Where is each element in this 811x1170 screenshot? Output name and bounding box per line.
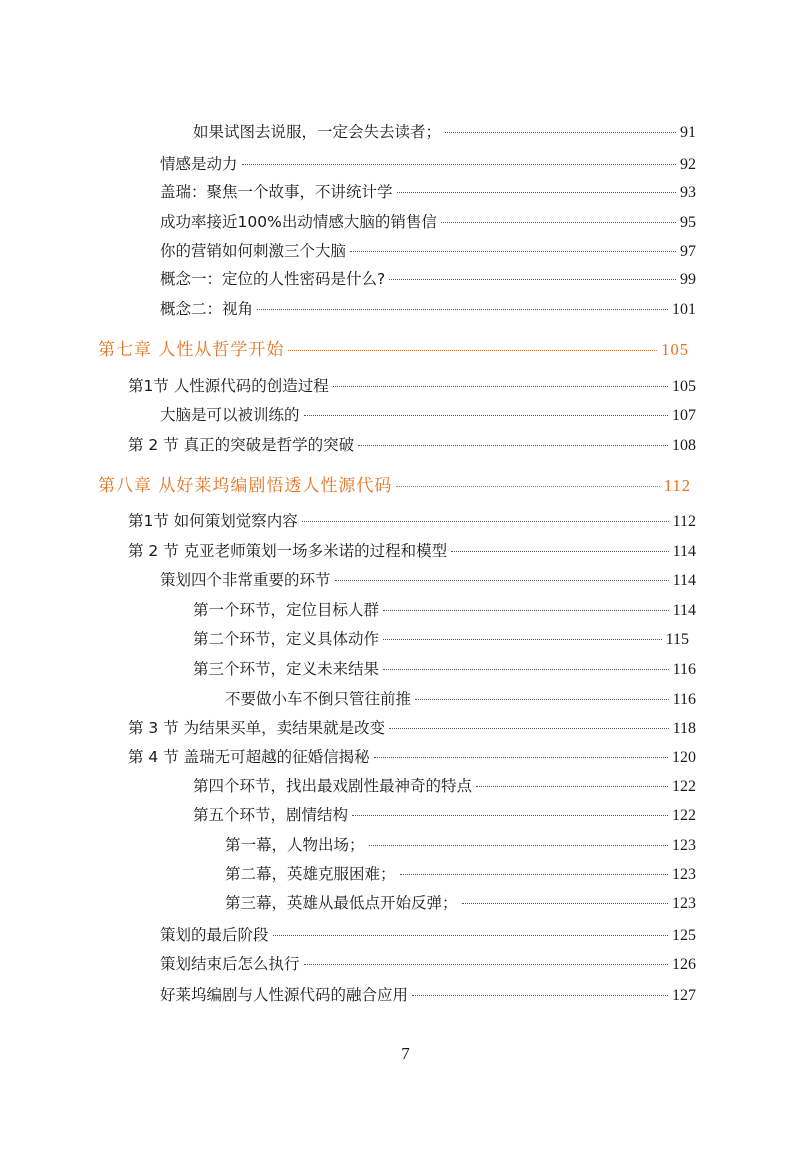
toc-entry-title: 策划四个非常重要的环节	[160, 571, 331, 589]
toc-entry-page: 105	[672, 378, 696, 395]
dot-leader	[383, 669, 669, 670]
toc-entry-title: 第七章 人性从哲学开始	[98, 340, 285, 360]
toc-entry-title: 第 4 节 盖瑞无可超越的征婚信揭秘	[128, 748, 370, 766]
toc-entry-page: 116	[672, 661, 696, 678]
toc-entry-title: 第四个环节，找出最戏剧性最神奇的特点	[193, 777, 473, 795]
toc-entry-title: 第一幕，人物出场；	[225, 836, 365, 854]
dot-leader	[352, 815, 668, 816]
toc-entry[interactable]	[160, 212, 696, 233]
toc-entry[interactable]	[225, 893, 696, 914]
toc-entry[interactable]	[193, 122, 696, 143]
toc-entry[interactable]	[160, 985, 696, 1006]
toc-entry-title: 第五个环节，剧情结构	[193, 806, 349, 824]
dot-leader	[389, 279, 676, 280]
toc-entry-title: 第三幕，英雄从最低点开始反弹；	[225, 894, 458, 912]
toc-entry-page: 115	[665, 631, 689, 648]
dot-leader	[302, 521, 669, 522]
toc-entry-title: 第三个环节，定义未来结果	[193, 660, 380, 678]
toc-entry[interactable]	[225, 689, 696, 710]
toc-entry-page: 122	[672, 778, 696, 795]
dot-leader	[451, 551, 668, 552]
page-number: 7	[401, 1044, 410, 1063]
dot-leader	[333, 386, 668, 387]
dot-leader	[445, 132, 676, 133]
dot-leader	[396, 486, 659, 487]
toc-entry-title: 如果试图去说服，一定会失去读者；	[193, 123, 442, 141]
toc-entry[interactable]	[128, 747, 696, 768]
toc-entry[interactable]	[128, 376, 696, 397]
toc-chapter-entry[interactable]	[98, 340, 689, 360]
toc-entry-title: 大脑是可以被训练的	[160, 406, 300, 424]
dot-leader	[462, 903, 668, 904]
toc-entry-page: 127	[672, 987, 696, 1004]
toc-entry-page: 112	[663, 476, 691, 495]
toc-entry[interactable]	[128, 541, 696, 562]
toc-entry-page: 114	[672, 572, 696, 589]
toc-entry-title: 第二个环节，定义具体动作	[193, 630, 380, 648]
toc-entry-title: 第 3 节 为结果买单，卖结果就是改变	[128, 719, 386, 737]
toc-entry-page: 120	[672, 749, 696, 766]
toc-entry[interactable]	[160, 925, 696, 946]
toc-entry-title: 成功率接近100%出动情感大脑的销售信	[160, 213, 437, 231]
toc-entry-title: 概念二：视角	[160, 300, 254, 318]
toc-entry[interactable]	[160, 241, 696, 262]
toc-entry-page: 123	[672, 866, 696, 883]
toc-entry-page: 95	[680, 214, 696, 231]
dot-leader	[288, 350, 657, 351]
dot-leader	[383, 639, 662, 640]
toc-entry-page: 108	[672, 437, 696, 454]
toc-entry-title: 第一个环节，定位目标人群	[193, 601, 380, 619]
toc-entry-page: 116	[672, 691, 696, 708]
toc-entry[interactable]	[160, 154, 696, 175]
dot-leader	[257, 309, 668, 310]
dot-leader	[383, 610, 669, 611]
toc-entry[interactable]	[160, 269, 696, 290]
toc-entry[interactable]	[160, 299, 696, 320]
toc-entry[interactable]	[160, 405, 696, 426]
toc-entry-title: 第 2 节 真正的突破是哲学的突破	[128, 436, 355, 454]
dot-leader	[441, 222, 676, 223]
toc-entry[interactable]	[128, 511, 696, 532]
toc-entry[interactable]	[193, 776, 696, 797]
toc-entry[interactable]	[128, 435, 696, 456]
toc-entry[interactable]	[225, 864, 696, 885]
toc-entry-page: 126	[672, 956, 696, 973]
toc-entry-page: 97	[680, 243, 696, 260]
toc-entry-page: 118	[672, 720, 696, 737]
toc-entry-title: 不要做小车不倒只管往前推	[225, 690, 412, 708]
toc-entry-title: 第1节 人性源代码的创造过程	[128, 377, 329, 395]
dot-leader	[397, 192, 676, 193]
toc-entry-page: 114	[672, 602, 696, 619]
toc-entry-title: 第八章 从好莱坞编剧悟透人性源代码	[98, 476, 393, 496]
toc-entry-page: 123	[672, 837, 696, 854]
dot-leader	[304, 415, 668, 416]
toc-entry[interactable]	[128, 718, 696, 739]
toc-entry[interactable]	[193, 659, 696, 680]
toc-entry[interactable]	[160, 570, 696, 591]
toc-entry-page: 107	[672, 407, 696, 424]
toc-entry-title: 概念一：定位的人性密码是什么?	[160, 270, 386, 288]
toc-entry-page: 122	[672, 807, 696, 824]
toc-entry[interactable]	[160, 182, 696, 203]
toc-chapter-entry[interactable]	[98, 476, 691, 496]
dot-leader	[374, 757, 668, 758]
toc-entry-page: 99	[680, 271, 696, 288]
dot-leader	[358, 445, 668, 446]
toc-entry-page: 105	[661, 340, 689, 359]
dot-leader	[335, 580, 669, 581]
dot-leader	[304, 964, 668, 965]
toc-entry[interactable]	[193, 600, 696, 621]
dot-leader	[415, 699, 669, 700]
toc-entry[interactable]	[193, 629, 689, 650]
dot-leader	[389, 728, 668, 729]
toc-entry-page: 114	[672, 543, 696, 560]
dot-leader	[400, 874, 668, 875]
toc-entry-title: 第 2 节 克亚老师策划一场多米诺的过程和模型	[128, 542, 448, 560]
toc-entry[interactable]	[160, 954, 696, 975]
toc-entry-page: 101	[672, 301, 696, 318]
toc-entry-title: 策划结束后怎么执行	[160, 955, 300, 973]
dot-leader	[242, 164, 676, 165]
toc-entry-page: 92	[680, 156, 696, 173]
toc-entry-title: 第二幕，英雄克服困难；	[225, 865, 396, 883]
dot-leader	[476, 786, 668, 787]
toc-entry-page: 125	[672, 927, 696, 944]
toc-entry-page: 93	[680, 184, 696, 201]
toc-entry-title: 第1节 如何策划觉察内容	[128, 512, 298, 530]
toc-entry-title: 情感是动力	[160, 155, 238, 173]
toc-entry-page: 91	[680, 124, 696, 141]
toc-entry-page: 123	[672, 895, 696, 912]
toc-entry-title: 策划的最后阶段	[160, 926, 269, 944]
toc-entry-title: 盖瑞：聚焦一个故事，不讲统计学	[160, 183, 393, 201]
dot-leader	[412, 995, 668, 996]
toc-entry[interactable]	[225, 835, 696, 856]
dot-leader	[350, 251, 676, 252]
toc-entry-title: 你的营销如何刺激三个大脑	[160, 242, 347, 260]
toc-entry[interactable]	[193, 805, 696, 826]
toc-entry-title: 好莱坞编剧与人性源代码的融合应用	[160, 986, 409, 1004]
dot-leader	[369, 845, 668, 846]
dot-leader	[273, 935, 668, 936]
toc-entry-page: 112	[672, 513, 696, 530]
